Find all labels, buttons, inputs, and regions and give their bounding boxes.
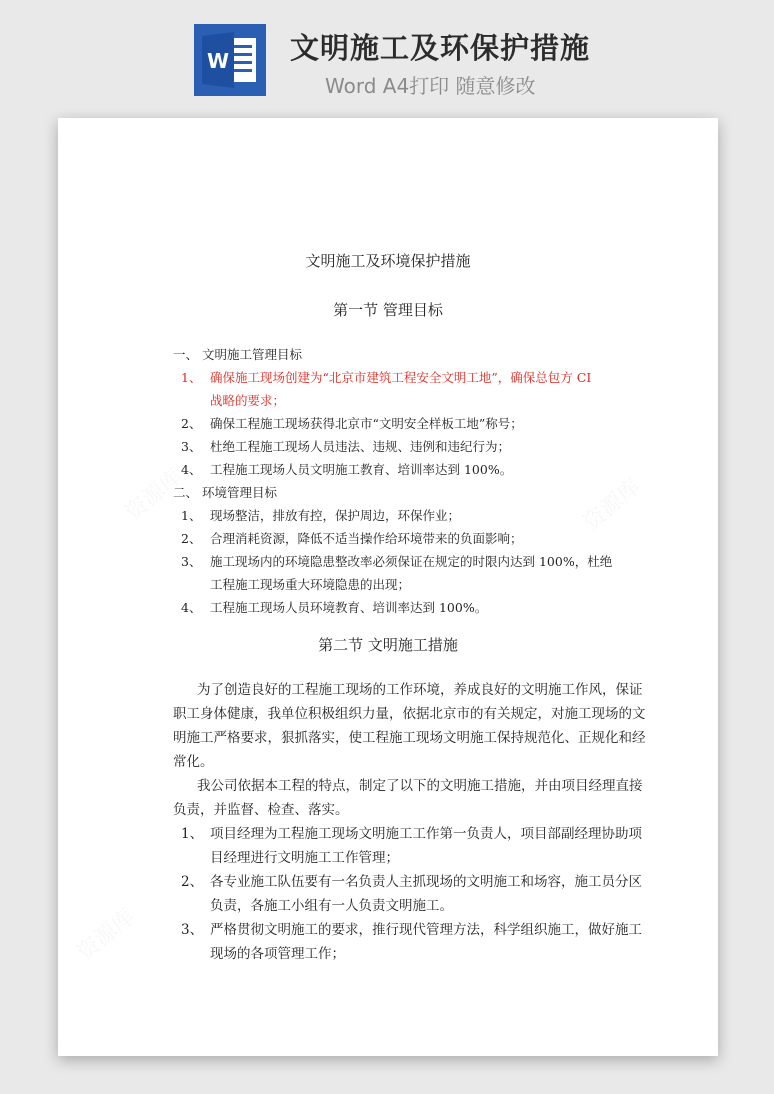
section-title: 第一节 管理目标 bbox=[333, 301, 443, 319]
paragraph-line: 职工身体健康，我单位积极组织力量，依据北京市的有关规定，对施工现场的文 bbox=[173, 706, 646, 722]
list-item-text: 确保施工现场创建为“北京市建筑工程安全文明工地”，确保总包方 CI bbox=[210, 370, 592, 385]
list-item-number: 2、 bbox=[181, 874, 204, 890]
list-item-number: 1、 bbox=[181, 826, 204, 842]
list-item-text: 工程施工现场重大环境隐患的出现； bbox=[210, 577, 411, 592]
list-item-number: 3、 bbox=[181, 554, 202, 569]
paragraph-line: 明施工严格要求，狠抓落实，使工程施工现场文明施工保持规范化、正规化和经 bbox=[173, 730, 646, 746]
list-item-text: 施工现场内的环境隐患整改率必须保证在规定的时限内达到 100%，杜绝 bbox=[210, 554, 613, 569]
list-item-text: 严格贯彻文明施工的要求，推行现代管理方法，科学组织施工，做好施工 bbox=[210, 922, 642, 938]
paragraph-line: 我公司依据本工程的特点，制定了以下的文明施工措施，并由项目经理直接 bbox=[197, 778, 643, 794]
list-item-text: 目经理进行文明施工工作管理； bbox=[210, 850, 399, 866]
header-banner bbox=[0, 0, 774, 118]
list-item-text: 工程施工现场人员环境教育、培训率达到 100%。 bbox=[210, 600, 488, 615]
list-item-text: 现场的各项管理工作； bbox=[210, 946, 345, 962]
list-item-text: 杜绝工程施工现场人员违法、违规、违例和违纪行为； bbox=[210, 439, 511, 454]
list-item-number: 2、 bbox=[181, 531, 202, 546]
document-page bbox=[58, 118, 718, 1056]
list-item-text: 各专业施工队伍要有一名负责人主抓现场的文明施工和场容，施工员分区 bbox=[210, 874, 642, 890]
list-item-number: 1、 bbox=[181, 508, 202, 523]
paragraph-line: 常化。 bbox=[173, 754, 214, 770]
paragraph-line: 负责，并监督、检查、落实。 bbox=[173, 802, 349, 818]
banner-title: 文明施工及环保护措施 bbox=[290, 31, 591, 65]
list-item-number: 3、 bbox=[181, 922, 204, 938]
list-item-number: 2、 bbox=[181, 416, 202, 431]
word-document-icon bbox=[194, 24, 266, 96]
word-icon-letter: W bbox=[206, 49, 230, 73]
list-item-number: 4、 bbox=[181, 600, 202, 615]
paragraph-line: 为了创造良好的工程施工现场的工作环境，养成良好的文明施工作风，保证 bbox=[197, 682, 643, 698]
list-item-number: 1、 bbox=[181, 370, 202, 385]
list-heading: 一、 文明施工管理目标 bbox=[173, 347, 302, 362]
list-item-text: 战略的要求； bbox=[210, 393, 286, 408]
list-item-number: 3、 bbox=[181, 439, 202, 454]
watermark bbox=[576, 470, 646, 536]
banner-subtitle: Word A4打印 随意修改 bbox=[325, 74, 536, 98]
list-item-text: 合理消耗资源，降低不适当操作给环境带来的负面影响； bbox=[210, 531, 523, 546]
list-heading: 二、 环境管理目标 bbox=[173, 485, 277, 500]
list-item-text: 负责，各施工小组有一人负责文明施工。 bbox=[210, 898, 453, 914]
list-item-text: 确保工程施工现场获得北京市“文明安全样板工地”称号； bbox=[210, 416, 523, 431]
list-item-text: 项目经理为工程施工现场文明施工工作第一负责人，项目部副经理协助项 bbox=[210, 826, 642, 842]
section-title: 第二节 文明施工措施 bbox=[318, 636, 458, 654]
list-item-text: 现场整洁，排放有控，保护周边，环保作业； bbox=[210, 508, 461, 523]
document-title: 文明施工及环境保护措施 bbox=[305, 252, 471, 270]
list-item-text: 工程施工现场人员文明施工教育、培训率达到 100%。 bbox=[210, 462, 513, 477]
watermark bbox=[70, 900, 140, 966]
list-item-number: 4、 bbox=[181, 462, 202, 477]
